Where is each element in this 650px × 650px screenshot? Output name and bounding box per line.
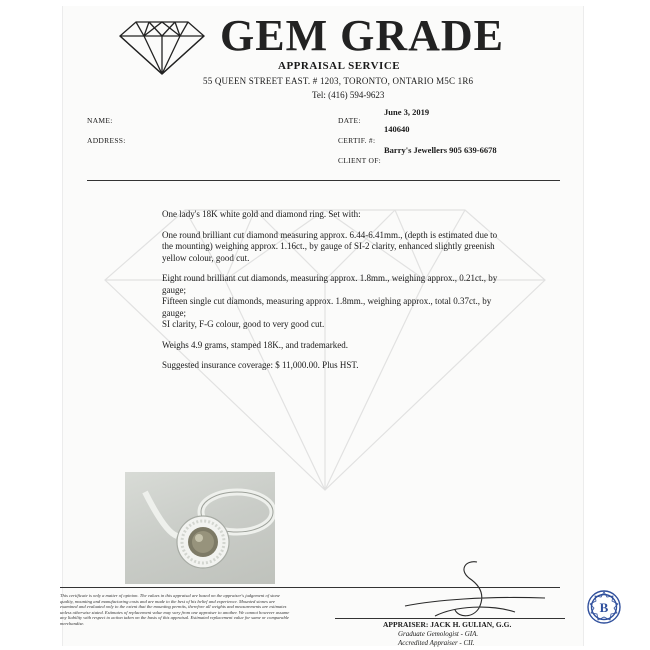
date-label: DATE: bbox=[338, 116, 361, 125]
signature-mark bbox=[395, 556, 555, 624]
b-badge-icon bbox=[586, 589, 622, 625]
appraisal-description bbox=[162, 209, 502, 381]
appraiser-name: APPRAISER: JACK H. GULIAN, G.G. bbox=[383, 620, 512, 629]
description-side-stones-2: Fifteen single cut diamonds, measuring approx. 1.8mm., weighing approx., total 0.37ct., by gauge; bbox=[162, 296, 492, 318]
brand-subtitle: APPRAISAL SERVICE bbox=[278, 60, 401, 72]
client-label: CLIENT OF: bbox=[338, 156, 382, 165]
date-value: June 3, 2019 bbox=[384, 107, 430, 117]
company-phone: Tel: (416) 594-9623 bbox=[312, 90, 385, 100]
address-label: ADDRESS: bbox=[87, 136, 126, 145]
credential-gia: Graduate Gemologist - GIA. bbox=[398, 630, 479, 638]
client-value: Barry's Jewellers 905 639-6678 bbox=[384, 145, 497, 155]
header-divider bbox=[87, 180, 560, 181]
description-side-stones-3: SI clarity, F-G colour, good to very good cut. bbox=[162, 319, 325, 329]
description-weight: Weighs 4.9 grams, stamped 18K., and trademarked. bbox=[162, 339, 348, 350]
description-intro: One lady's 18K white gold and diamond ring. Set with: bbox=[162, 209, 361, 219]
name-label: NAME: bbox=[87, 116, 113, 125]
credential-cii: Accredited Appraiser - CII. bbox=[398, 639, 475, 647]
certif-value: 140640 bbox=[384, 124, 410, 134]
company-address: 55 QUEEN STREET EAST. # 1203, TORONTO, ONTARIO M5C 1R6 bbox=[203, 76, 474, 86]
brand-title: GEM GRADE bbox=[220, 11, 504, 60]
ring-photo bbox=[125, 472, 275, 584]
insurance-coverage: Suggested insurance coverage: $ 11,000.00. Plus HST. bbox=[162, 360, 359, 370]
description-side-stones-1: Eight round brilliant cut diamonds, measuring approx. 1.8mm., weighing approx., 0.21ct., by gauge; bbox=[162, 273, 498, 295]
description-center-stone: One round brilliant cut diamond measuring approx. 6.44-6.41mm., (depth is estimated due to the mounting) weighing approx. 1.16ct., by gauge of SI-2 clarity, enhanced slightly greenish yellow colour, good cut. bbox=[162, 229, 498, 263]
ring-illustration bbox=[125, 472, 275, 584]
gem-logo-icon bbox=[118, 20, 206, 76]
certif-label: CERTIF. #: bbox=[338, 136, 376, 145]
disclaimer-text: This certificate is only a matter of opinion. The values in this appraisal are based on the appraiser's judgement of stone quality, mounting and manufacturing costs and are made to the best of his belief and experience. Mounted stones are examined and evaluated only to the extent that the mounting permits, therefore all weights and measurements are estimates unless otherwise stated. Estimates of replacement value may vary from one appraiser to another. We cannot however assume any liability with respect to action taken on the basis of this appraisal. Estimated replacement value for same or comparable merchandise. bbox=[60, 593, 290, 626]
signature-line bbox=[335, 618, 565, 619]
badge-letter: B bbox=[599, 600, 609, 615]
